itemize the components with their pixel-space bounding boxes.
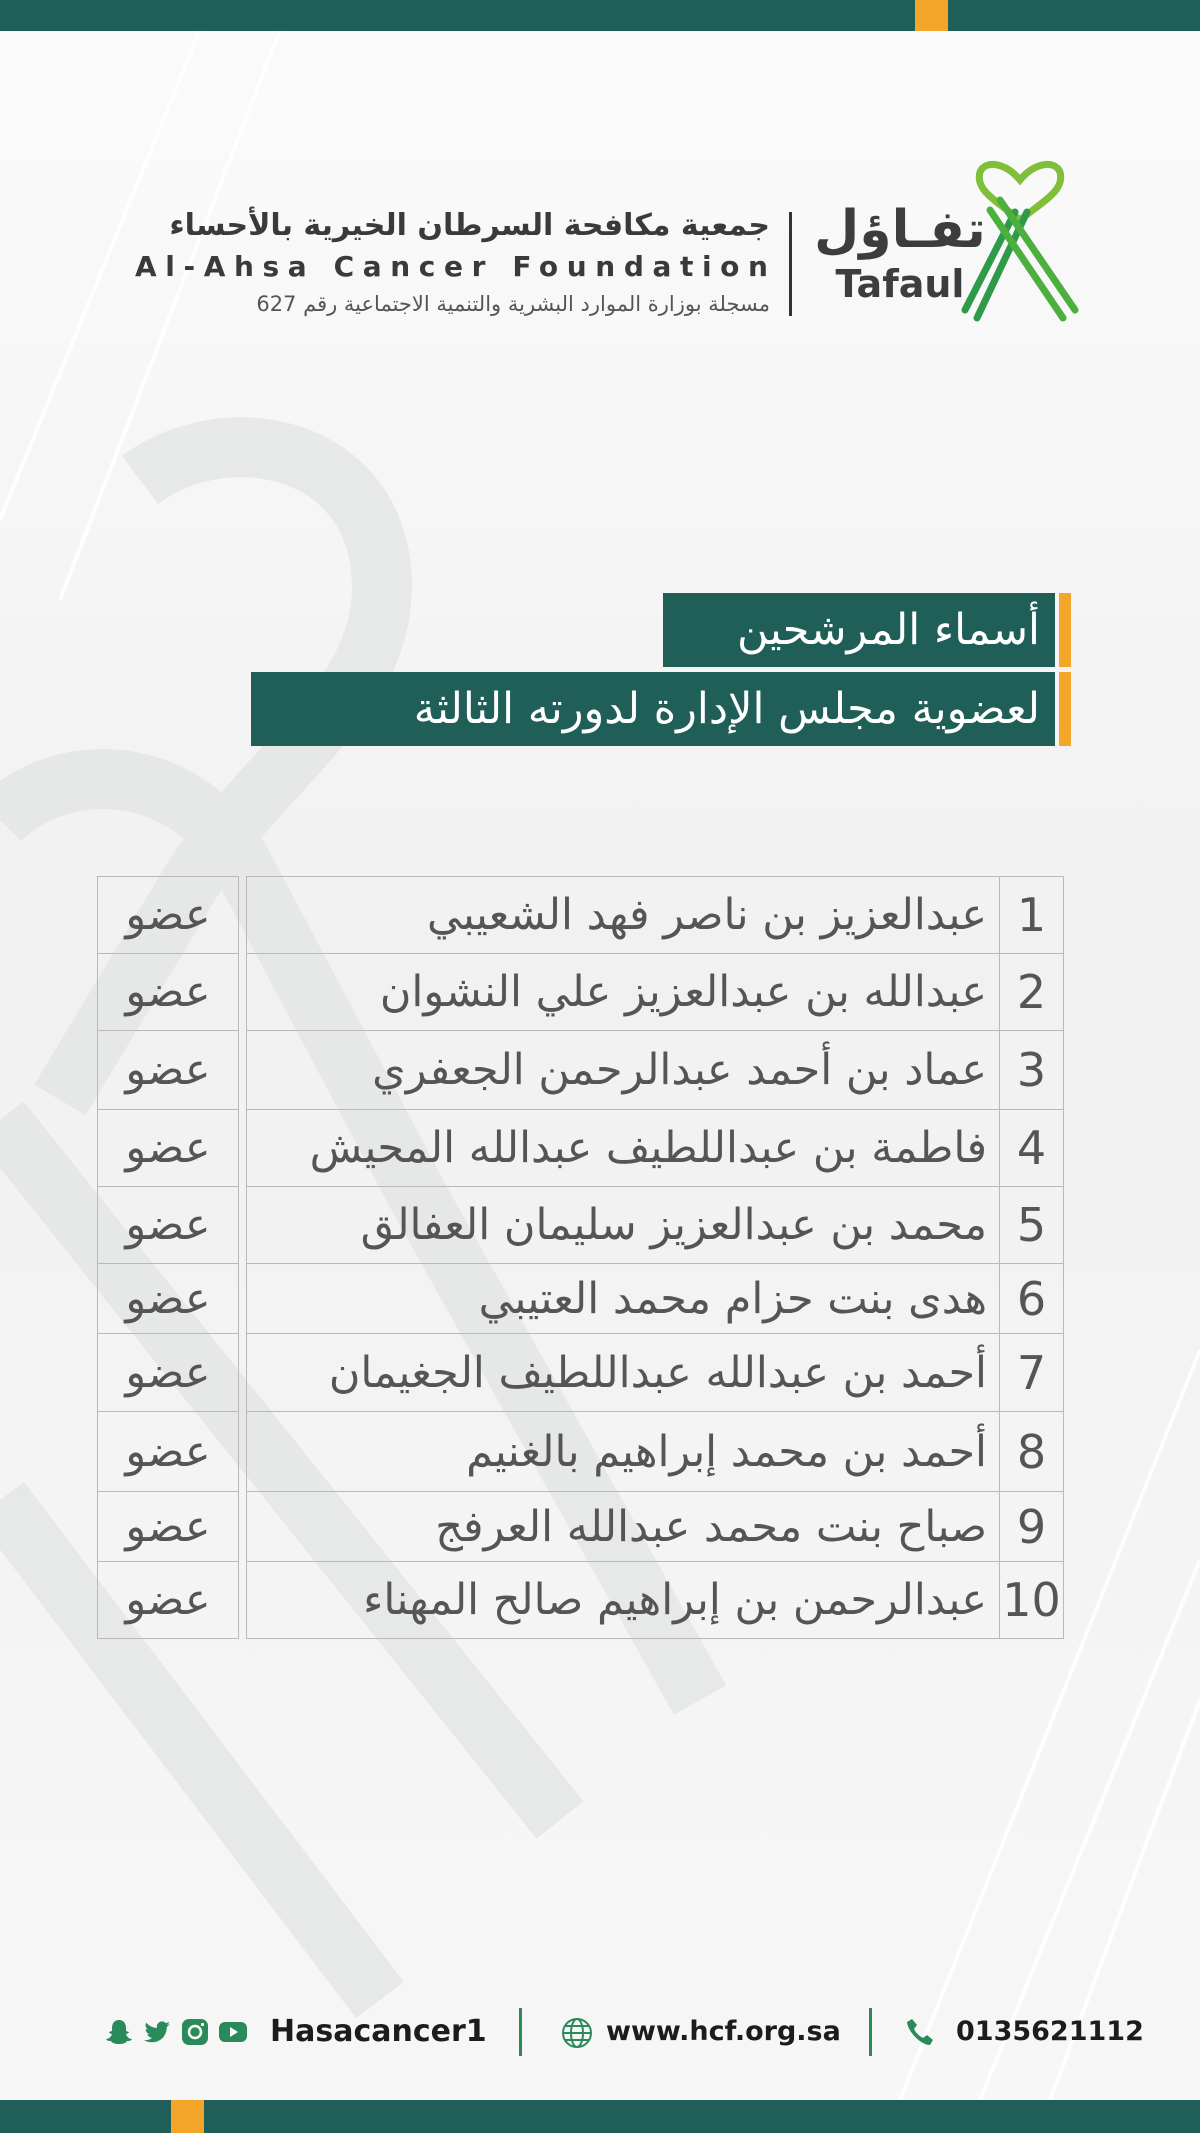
title-line-2-accent xyxy=(1059,672,1071,746)
brand-name-english: Tafaul xyxy=(835,262,965,306)
social-handle[interactable]: Hasacancer1 xyxy=(270,2014,487,2049)
candidate-name: عبدالعزيز بن ناصر فهد الشعيبي xyxy=(246,876,999,954)
candidate-role: عضو xyxy=(97,953,239,1031)
row-number: 4 xyxy=(999,1109,1064,1187)
candidate-name: صباح بنت محمد عبدالله العرفج xyxy=(246,1491,999,1562)
globe-icon xyxy=(560,2016,594,2050)
candidate-name: فاطمة بن عبداللطيف عبدالله المحيش xyxy=(246,1109,999,1187)
youtube-icon[interactable] xyxy=(217,2016,249,2048)
row-number: 6 xyxy=(999,1263,1064,1334)
candidate-role: عضو xyxy=(97,1561,239,1639)
candidate-role: عضو xyxy=(97,1491,239,1562)
row-number: 8 xyxy=(999,1411,1064,1492)
row-number: 10 xyxy=(999,1561,1064,1639)
title-line-1-accent xyxy=(1059,593,1071,667)
website-link[interactable]: www.hcf.org.sa xyxy=(606,2016,841,2047)
row-number: 1 xyxy=(999,876,1064,954)
bottom-bar-accent xyxy=(171,2100,204,2133)
candidate-role: عضو xyxy=(97,1030,239,1110)
organization-info xyxy=(135,205,777,321)
header-divider xyxy=(789,212,792,316)
row-number: 7 xyxy=(999,1333,1064,1412)
footer-divider xyxy=(519,2008,522,2056)
footer-divider xyxy=(869,2008,872,2056)
candidate-name: محمد بن عبدالعزيز سليمان العفالق xyxy=(246,1186,999,1264)
top-bar-accent xyxy=(915,0,948,31)
top-bar xyxy=(0,0,1200,31)
twitter-icon[interactable] xyxy=(141,2016,173,2048)
phone-icon xyxy=(903,2016,937,2050)
row-number: 5 xyxy=(999,1186,1064,1264)
row-number: 3 xyxy=(999,1030,1064,1110)
candidate-role: عضو xyxy=(97,1186,239,1264)
brand-name-arabic: تفـاؤل xyxy=(814,200,986,260)
social-icons xyxy=(103,2016,249,2052)
candidate-role: عضو xyxy=(97,1411,239,1492)
title-line-1-box xyxy=(663,593,1055,667)
snapchat-icon[interactable] xyxy=(103,2016,135,2048)
bottom-bar xyxy=(0,2100,1200,2133)
registration-text: مسجلة بوزارة الموارد البشرية والتنمية الاجتماعية رقم 627 xyxy=(256,292,770,316)
candidate-name: أحمد بن عبدالله عبداللطيف الجغيمان xyxy=(246,1333,999,1412)
candidate-role: عضو xyxy=(97,1109,239,1187)
candidate-name: أحمد بن محمد إبراهيم بالغنيم xyxy=(246,1411,999,1492)
title-line-2: لعضوية مجلس الإدارة لدورته الثالثة xyxy=(413,684,1040,734)
title-line-2-box xyxy=(251,672,1055,746)
org-name-arabic: جمعية مكافحة السرطان الخيرية بالأحساء xyxy=(169,208,770,243)
footer xyxy=(0,2008,1200,2058)
row-number: 9 xyxy=(999,1491,1064,1562)
org-name-english: Al-Ahsa Cancer Foundation xyxy=(135,250,777,283)
ribbon-logo-icon xyxy=(955,160,1085,325)
candidate-role: عضو xyxy=(97,1263,239,1334)
candidate-name: عبدالله بن عبدالعزيز علي النشوان xyxy=(246,953,999,1031)
title-line-1: أسماء المرشحين xyxy=(737,605,1040,655)
row-number: 2 xyxy=(999,953,1064,1031)
candidate-role: عضو xyxy=(97,1333,239,1412)
candidate-name: عبدالرحمن بن إبراهيم صالح المهناء xyxy=(246,1561,999,1639)
candidate-name: هدى بنت حزام محمد العتيبي xyxy=(246,1263,999,1334)
phone-number[interactable]: 0135621112 xyxy=(956,2016,1144,2047)
candidate-role: عضو xyxy=(97,876,239,954)
instagram-icon[interactable] xyxy=(179,2016,211,2048)
candidate-name: عماد بن أحمد عبدالرحمن الجعفري xyxy=(246,1030,999,1110)
